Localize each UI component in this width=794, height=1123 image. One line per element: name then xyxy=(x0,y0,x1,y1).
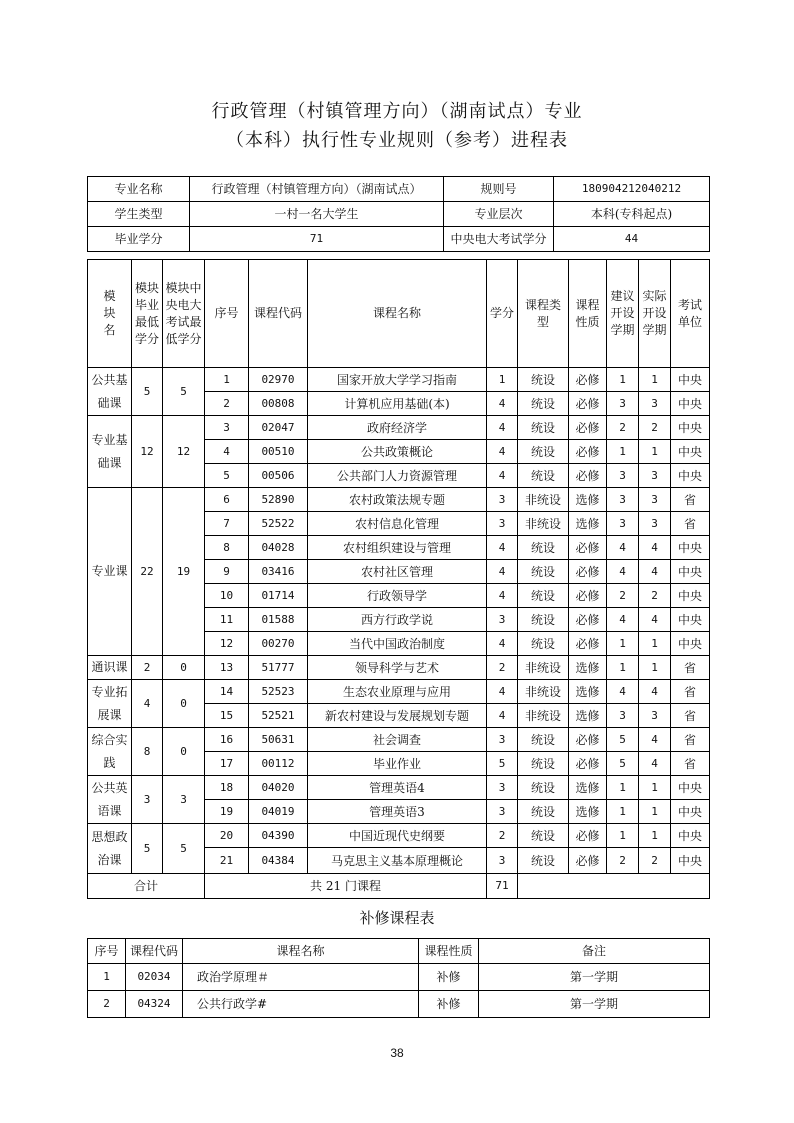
course-type: 统设 xyxy=(518,536,569,560)
course-exam-unit: 中央 xyxy=(671,584,710,608)
module-min-credit: 5 xyxy=(132,368,163,416)
course-name: 生态农业原理与应用 xyxy=(308,680,487,704)
course-credit: 3 xyxy=(487,848,518,874)
course-name: 公共政策概论 xyxy=(308,440,487,464)
course-credit: 4 xyxy=(487,680,518,704)
course-code: 52522 xyxy=(249,512,308,536)
course-type: 统设 xyxy=(518,560,569,584)
student-type-value: 一村一名大学生 xyxy=(190,202,444,227)
course-name: 西方行政学说 xyxy=(308,608,487,632)
header-seq: 序号 xyxy=(205,260,249,368)
module-central-min-credit: 0 xyxy=(163,728,205,776)
course-suggested-term: 1 xyxy=(607,656,639,680)
course-credit: 3 xyxy=(487,800,518,824)
makeup-nature: 补修 xyxy=(419,991,479,1018)
total-credits: 71 xyxy=(487,874,518,899)
course-credit: 3 xyxy=(487,488,518,512)
course-nature: 必修 xyxy=(569,632,607,656)
course-name: 马克思主义基本原理概论 xyxy=(308,848,487,874)
course-seq: 8 xyxy=(205,536,249,560)
course-suggested-term: 5 xyxy=(607,728,639,752)
course-credit: 3 xyxy=(487,776,518,800)
course-actual-term: 1 xyxy=(639,824,671,848)
makeup-course-table xyxy=(87,938,710,1018)
course-exam-unit: 中央 xyxy=(671,368,710,392)
course-credit: 4 xyxy=(487,392,518,416)
module-min-credit: 22 xyxy=(132,488,163,656)
makeup-header-note: 备注 xyxy=(479,939,710,964)
course-code: 00112 xyxy=(249,752,308,776)
course-exam-unit: 中央 xyxy=(671,848,710,874)
course-type: 统设 xyxy=(518,440,569,464)
course-exam-unit: 省 xyxy=(671,704,710,728)
course-type: 统设 xyxy=(518,728,569,752)
info-row xyxy=(88,227,710,252)
header-credit: 学分 xyxy=(487,260,518,368)
makeup-seq: 1 xyxy=(88,964,126,991)
makeup-title: 补修课程表 xyxy=(359,909,435,927)
course-nature: 必修 xyxy=(569,440,607,464)
module-min-credit: 12 xyxy=(132,416,163,488)
course-nature: 选修 xyxy=(569,776,607,800)
course-exam-unit: 省 xyxy=(671,728,710,752)
central-exam-label: 中央电大考试学分 xyxy=(444,227,554,252)
course-actual-term: 4 xyxy=(639,608,671,632)
course-actual-term: 3 xyxy=(639,464,671,488)
course-nature: 选修 xyxy=(569,800,607,824)
course-nature: 必修 xyxy=(569,848,607,874)
course-name: 领导科学与艺术 xyxy=(308,656,487,680)
makeup-nature: 补修 xyxy=(419,964,479,991)
course-type: 统设 xyxy=(518,752,569,776)
course-code: 00510 xyxy=(249,440,308,464)
course-type: 非统设 xyxy=(518,680,569,704)
course-credit: 4 xyxy=(487,464,518,488)
course-name: 当代中国政治制度 xyxy=(308,632,487,656)
course-nature: 必修 xyxy=(569,536,607,560)
course-suggested-term: 5 xyxy=(607,752,639,776)
module-central-min-credit: 3 xyxy=(163,776,205,824)
course-code: 00506 xyxy=(249,464,308,488)
grad-credit-label: 毕业学分 xyxy=(88,227,190,252)
course-row xyxy=(88,368,710,392)
course-type: 非统设 xyxy=(518,512,569,536)
course-suggested-term: 1 xyxy=(607,440,639,464)
course-code: 51777 xyxy=(249,656,308,680)
course-code: 04384 xyxy=(249,848,308,874)
info-row xyxy=(88,202,710,227)
module-name: 专业课 xyxy=(88,488,132,656)
module-central-min-credit: 5 xyxy=(163,368,205,416)
course-nature: 选修 xyxy=(569,656,607,680)
course-suggested-term: 4 xyxy=(607,680,639,704)
total-label: 合计 xyxy=(88,874,205,899)
header-exam-unit: 考试单位 xyxy=(671,260,710,368)
course-suggested-term: 2 xyxy=(607,416,639,440)
course-nature: 必修 xyxy=(569,824,607,848)
course-credit: 4 xyxy=(487,584,518,608)
makeup-code: 02034 xyxy=(126,964,183,991)
course-exam-unit: 中央 xyxy=(671,800,710,824)
course-nature: 选修 xyxy=(569,704,607,728)
course-credit: 1 xyxy=(487,368,518,392)
course-name: 农村政策法规专题 xyxy=(308,488,487,512)
course-credit: 3 xyxy=(487,608,518,632)
course-seq: 19 xyxy=(205,800,249,824)
course-code: 02970 xyxy=(249,368,308,392)
course-code: 01714 xyxy=(249,584,308,608)
module-central-min-credit: 19 xyxy=(163,488,205,656)
course-seq: 14 xyxy=(205,680,249,704)
major-value: 行政管理（村镇管理方向）（湖南试点） xyxy=(190,177,444,202)
course-suggested-term: 4 xyxy=(607,536,639,560)
course-type: 统设 xyxy=(518,368,569,392)
module-name: 综合实践 xyxy=(88,728,132,776)
course-nature: 必修 xyxy=(569,368,607,392)
header-module: 模块名 xyxy=(88,260,132,368)
course-name: 农村组织建设与管理 xyxy=(308,536,487,560)
course-actual-term: 1 xyxy=(639,368,671,392)
course-row xyxy=(88,656,710,680)
course-name: 中国近现代史纲要 xyxy=(308,824,487,848)
header-nature: 课程性质 xyxy=(569,260,607,368)
course-actual-term: 4 xyxy=(639,752,671,776)
course-credit: 2 xyxy=(487,824,518,848)
course-actual-term: 4 xyxy=(639,560,671,584)
page-title-line1: 行政管理（村镇管理方向）（湖南试点）专业 xyxy=(211,101,583,122)
course-exam-unit: 中央 xyxy=(671,440,710,464)
course-name: 社会调查 xyxy=(308,728,487,752)
module-central-min-credit: 0 xyxy=(163,680,205,728)
course-type: 统设 xyxy=(518,464,569,488)
course-row xyxy=(88,488,710,512)
course-code: 04019 xyxy=(249,800,308,824)
header-name: 课程名称 xyxy=(308,260,487,368)
total-row xyxy=(88,874,710,899)
course-nature: 选修 xyxy=(569,488,607,512)
course-name: 毕业作业 xyxy=(308,752,487,776)
module-name: 通识课 xyxy=(88,656,132,680)
module-central-min-credit: 12 xyxy=(163,416,205,488)
page-number: 38 xyxy=(390,1046,404,1060)
course-code: 50631 xyxy=(249,728,308,752)
course-credit: 4 xyxy=(487,416,518,440)
course-exam-unit: 中央 xyxy=(671,824,710,848)
course-name: 行政领导学 xyxy=(308,584,487,608)
header-actual-term: 实际开设学期 xyxy=(639,260,671,368)
course-exam-unit: 省 xyxy=(671,680,710,704)
course-actual-term: 4 xyxy=(639,728,671,752)
course-name: 农村信息化管理 xyxy=(308,512,487,536)
course-credit: 3 xyxy=(487,512,518,536)
course-credit: 4 xyxy=(487,440,518,464)
course-credit: 4 xyxy=(487,704,518,728)
makeup-note: 第一学期 xyxy=(479,991,710,1018)
info-row xyxy=(88,177,710,202)
course-nature: 选修 xyxy=(569,680,607,704)
header-min-credit: 模块毕业最低学分 xyxy=(132,260,163,368)
makeup-row xyxy=(88,991,710,1018)
course-suggested-term: 3 xyxy=(607,704,639,728)
makeup-row xyxy=(88,964,710,991)
course-credit: 3 xyxy=(487,728,518,752)
course-suggested-term: 4 xyxy=(607,560,639,584)
course-actual-term: 1 xyxy=(639,776,671,800)
total-courses: 共 21 门课程 xyxy=(205,874,487,899)
course-type: 统设 xyxy=(518,848,569,874)
course-actual-term: 1 xyxy=(639,656,671,680)
course-row xyxy=(88,680,710,704)
course-seq: 11 xyxy=(205,608,249,632)
course-row xyxy=(88,776,710,800)
course-code: 52523 xyxy=(249,680,308,704)
course-code: 00808 xyxy=(249,392,308,416)
course-exam-unit: 省 xyxy=(671,488,710,512)
course-code: 04390 xyxy=(249,824,308,848)
course-actual-term: 1 xyxy=(639,440,671,464)
course-name: 计算机应用基础(本) xyxy=(308,392,487,416)
course-seq: 3 xyxy=(205,416,249,440)
header-central-min-credit: 模块中央电大考试最低学分 xyxy=(163,260,205,368)
module-min-credit: 8 xyxy=(132,728,163,776)
module-name: 公共基础课 xyxy=(88,368,132,416)
makeup-header-nature: 课程性质 xyxy=(419,939,479,964)
makeup-header-row xyxy=(88,939,710,964)
level-value: 本科(专科起点) xyxy=(554,202,710,227)
makeup-header-seq: 序号 xyxy=(88,939,126,964)
makeup-name: 公共行政学# xyxy=(183,991,419,1018)
course-nature: 必修 xyxy=(569,584,607,608)
course-seq: 5 xyxy=(205,464,249,488)
makeup-name: 政治学原理＃ xyxy=(183,964,419,991)
course-exam-unit: 中央 xyxy=(671,776,710,800)
course-name: 农村社区管理 xyxy=(308,560,487,584)
course-type: 统设 xyxy=(518,824,569,848)
course-name: 管理英语3 xyxy=(308,800,487,824)
course-nature: 必修 xyxy=(569,416,607,440)
course-actual-term: 1 xyxy=(639,632,671,656)
course-actual-term: 3 xyxy=(639,512,671,536)
info-table xyxy=(87,176,710,252)
course-suggested-term: 2 xyxy=(607,848,639,874)
course-exam-unit: 省 xyxy=(671,752,710,776)
course-nature: 必修 xyxy=(569,728,607,752)
makeup-seq: 2 xyxy=(88,991,126,1018)
course-seq: 10 xyxy=(205,584,249,608)
course-exam-unit: 中央 xyxy=(671,464,710,488)
module-central-min-credit: 5 xyxy=(163,824,205,874)
course-suggested-term: 3 xyxy=(607,488,639,512)
course-nature: 必修 xyxy=(569,392,607,416)
course-seq: 9 xyxy=(205,560,249,584)
course-suggested-term: 2 xyxy=(607,584,639,608)
course-exam-unit: 中央 xyxy=(671,392,710,416)
course-type: 统设 xyxy=(518,632,569,656)
course-seq: 13 xyxy=(205,656,249,680)
header-row xyxy=(88,260,710,368)
makeup-header-name: 课程名称 xyxy=(183,939,419,964)
course-credit: 2 xyxy=(487,656,518,680)
course-name: 政府经济学 xyxy=(308,416,487,440)
rule-no-label: 规则号 xyxy=(444,177,554,202)
student-type-label: 学生类型 xyxy=(88,202,190,227)
module-name: 思想政治课 xyxy=(88,824,132,874)
course-nature: 必修 xyxy=(569,464,607,488)
course-actual-term: 3 xyxy=(639,488,671,512)
course-type: 非统设 xyxy=(518,488,569,512)
course-code: 03416 xyxy=(249,560,308,584)
course-suggested-term: 1 xyxy=(607,824,639,848)
course-seq: 1 xyxy=(205,368,249,392)
course-name: 新农村建设与发展规划专题 xyxy=(308,704,487,728)
course-row xyxy=(88,728,710,752)
course-plan-table xyxy=(87,259,710,899)
header-suggested-term: 建议开设学期 xyxy=(607,260,639,368)
course-code: 00270 xyxy=(249,632,308,656)
course-type: 统设 xyxy=(518,392,569,416)
module-min-credit: 5 xyxy=(132,824,163,874)
course-credit: 4 xyxy=(487,560,518,584)
course-suggested-term: 1 xyxy=(607,368,639,392)
course-exam-unit: 中央 xyxy=(671,536,710,560)
course-seq: 4 xyxy=(205,440,249,464)
module-min-credit: 2 xyxy=(132,656,163,680)
course-nature: 必修 xyxy=(569,608,607,632)
course-type: 统设 xyxy=(518,800,569,824)
course-code: 52890 xyxy=(249,488,308,512)
course-code: 52521 xyxy=(249,704,308,728)
course-exam-unit: 中央 xyxy=(671,608,710,632)
course-actual-term: 4 xyxy=(639,536,671,560)
course-credit: 4 xyxy=(487,536,518,560)
level-label: 专业层次 xyxy=(444,202,554,227)
page-title-line2: （本科）执行性专业规则（参考）进程表 xyxy=(226,130,568,151)
course-seq: 18 xyxy=(205,776,249,800)
course-row xyxy=(88,824,710,848)
course-seq: 7 xyxy=(205,512,249,536)
module-name: 专业基础课 xyxy=(88,416,132,488)
course-code: 01588 xyxy=(249,608,308,632)
course-code: 04028 xyxy=(249,536,308,560)
course-name: 管理英语4 xyxy=(308,776,487,800)
course-nature: 必修 xyxy=(569,560,607,584)
course-actual-term: 3 xyxy=(639,392,671,416)
course-credit: 5 xyxy=(487,752,518,776)
makeup-header-code: 课程代码 xyxy=(126,939,183,964)
course-type: 统设 xyxy=(518,584,569,608)
header-type: 课程类型 xyxy=(518,260,569,368)
module-min-credit: 4 xyxy=(132,680,163,728)
course-seq: 15 xyxy=(205,704,249,728)
course-seq: 20 xyxy=(205,824,249,848)
course-exam-unit: 省 xyxy=(671,512,710,536)
course-suggested-term: 1 xyxy=(607,776,639,800)
course-actual-term: 1 xyxy=(639,800,671,824)
course-suggested-term: 4 xyxy=(607,608,639,632)
course-name: 国家开放大学学习指南 xyxy=(308,368,487,392)
course-type: 统设 xyxy=(518,416,569,440)
course-exam-unit: 省 xyxy=(671,656,710,680)
course-seq: 17 xyxy=(205,752,249,776)
course-type: 统设 xyxy=(518,608,569,632)
course-actual-term: 2 xyxy=(639,584,671,608)
course-code: 04020 xyxy=(249,776,308,800)
course-nature: 选修 xyxy=(569,512,607,536)
module-name: 公共英语课 xyxy=(88,776,132,824)
course-code: 02047 xyxy=(249,416,308,440)
course-actual-term: 2 xyxy=(639,848,671,874)
course-seq: 21 xyxy=(205,848,249,874)
total-blank xyxy=(518,874,710,899)
course-exam-unit: 中央 xyxy=(671,560,710,584)
course-actual-term: 4 xyxy=(639,680,671,704)
course-actual-term: 3 xyxy=(639,704,671,728)
course-row xyxy=(88,416,710,440)
grad-credit-value: 71 xyxy=(190,227,444,252)
course-seq: 16 xyxy=(205,728,249,752)
course-seq: 6 xyxy=(205,488,249,512)
header-code: 课程代码 xyxy=(249,260,308,368)
course-seq: 12 xyxy=(205,632,249,656)
course-type: 统设 xyxy=(518,776,569,800)
course-actual-term: 2 xyxy=(639,416,671,440)
module-min-credit: 3 xyxy=(132,776,163,824)
module-name: 专业拓展课 xyxy=(88,680,132,728)
course-type: 非统设 xyxy=(518,704,569,728)
course-suggested-term: 3 xyxy=(607,392,639,416)
course-suggested-term: 3 xyxy=(607,512,639,536)
course-exam-unit: 中央 xyxy=(671,632,710,656)
course-seq: 2 xyxy=(205,392,249,416)
major-label: 专业名称 xyxy=(88,177,190,202)
course-exam-unit: 中央 xyxy=(671,416,710,440)
course-suggested-term: 1 xyxy=(607,632,639,656)
makeup-note: 第一学期 xyxy=(479,964,710,991)
module-central-min-credit: 0 xyxy=(163,656,205,680)
course-nature: 必修 xyxy=(569,752,607,776)
course-suggested-term: 1 xyxy=(607,800,639,824)
course-suggested-term: 3 xyxy=(607,464,639,488)
course-credit: 4 xyxy=(487,632,518,656)
course-type: 非统设 xyxy=(518,656,569,680)
makeup-code: 04324 xyxy=(126,991,183,1018)
rule-no-value: 180904212040212 xyxy=(554,177,710,202)
course-name: 公共部门人力资源管理 xyxy=(308,464,487,488)
central-exam-value: 44 xyxy=(554,227,710,252)
